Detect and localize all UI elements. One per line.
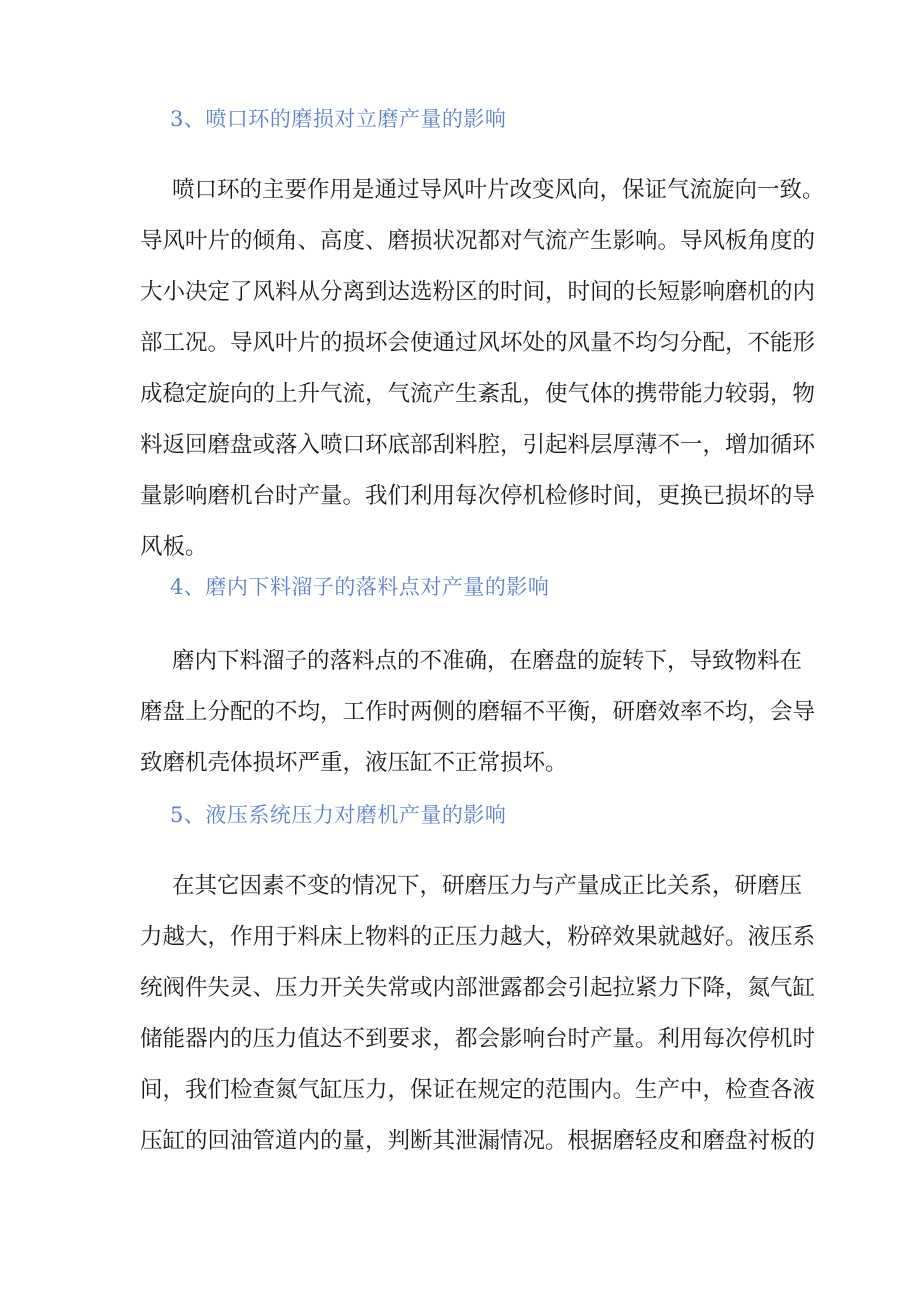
paragraph-line: 喷口环的主要作用是通过导风叶片改变风向，保证气流旋向一致。 <box>172 177 825 203</box>
paragraph-line: 成稳定旋向的上升气流，气流产生紊乱，使气体的携带能力较弱，物 <box>140 381 816 407</box>
paragraph-line: 储能器内的压力值达不到要求，都会影响台时产量。利用每次停机时 <box>140 1026 816 1052</box>
paragraph-line: 统阀件失灵、压力开关失常或内部泄露都会引起拉紧力下降，氮气缸 <box>140 975 816 1001</box>
paragraph-line: 在其它因素不变的情况下，研磨压力与产量成正比关系，研磨压 <box>172 873 803 899</box>
section-paragraph-4 <box>140 636 816 789</box>
section-heading-5: 5、液压系统压力对磨机产量的影响 <box>170 803 507 827</box>
paragraph-line: 磨盘上分配的不均，工作时两侧的磨辐不平衡，研磨效率不均，会导 <box>140 699 816 725</box>
section-heading-3: 3、喷口环的磨损对立磨产量的影响 <box>170 107 507 131</box>
section-paragraph-5 <box>140 861 816 1167</box>
paragraph-line: 导风叶片的倾角、高度、磨损状况都对气流产生影响。导风板角度的 <box>140 228 816 254</box>
paragraph-line: 磨内下料溜子的落料点的不准确，在磨盘的旋转下，导致物料在 <box>172 648 803 674</box>
paragraph-line: 部工况。导风叶片的损坏会使通过风坏处的风量不均匀分配，不能形 <box>140 330 816 356</box>
paragraph-line: 力越大，作用于料床上物料的正压力越大，粉碎效果就越好。液压系 <box>140 924 816 950</box>
section-paragraph-3 <box>140 165 825 573</box>
paragraph-line: 致磨机壳体损坏严重，液压缸不正常损坏。 <box>140 750 568 776</box>
paragraph-line: 间，我们检查氮气缸压力，保证在规定的范围内。生产中，检查各液 <box>140 1077 816 1103</box>
paragraph-line: 料返回磨盘或落入喷口环底部刮料腔，引起料层厚薄不一，增加循环 <box>140 432 816 458</box>
section-heading-4: 4、磨内下料溜子的落料点对产量的影响 <box>170 575 550 599</box>
paragraph-line: 大小决定了风料从分离到达选粉区的时间，时间的长短影响磨机的内 <box>140 279 816 305</box>
paragraph-line: 量影响磨机台时产量。我们利用每次停机检修时间，更换已损坏的导 <box>140 483 816 509</box>
paragraph-line: 压缸的回油管道内的量，判断其泄漏情况。根据磨轻皮和磨盘衬板的 <box>140 1128 816 1154</box>
paragraph-line: 风板。 <box>140 534 208 560</box>
